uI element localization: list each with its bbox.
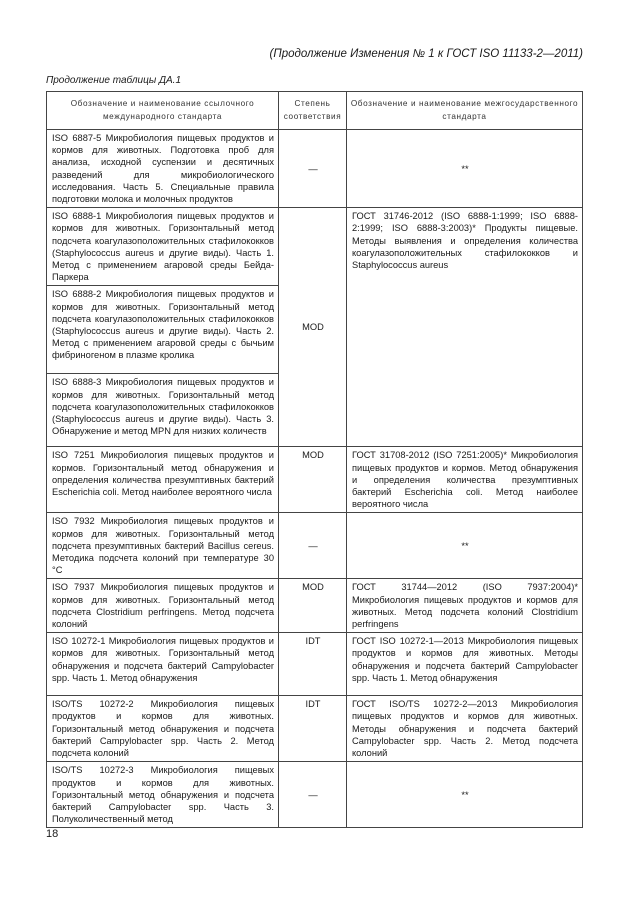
- nat-standard-cell: ГОСТ ISO 10272-1—2013 Микробиология пищевых продуктов и кормов для животных. Методы обнаружения и подсчета бактерий Campylobacter spp. Часть 1. Метод обнаружения: [347, 633, 583, 696]
- nat-standard-cell: **: [347, 762, 583, 828]
- nat-standard-cell: ГОСТ ISO/TS 10272-2—2013 Микробиология пищевых продуктов и кормов для животных. Методы обнаружения и подсчета бактерий Campylobacter spp. Часть 2. Метод подсчета колоний: [347, 696, 583, 762]
- ref-standard-cell: ISO/TS 10272-2 Микробиология пищевых продуктов и кормов для животных. Горизонтальный метод обнаружения и подсчета бактерий Campylobacter spp. Часть 2. Метод подсчета колоний: [47, 696, 279, 762]
- ref-standard-cell: ISO 7251 Микробиология пищевых продуктов и кормов. Горизонтальный метод обнаружения и определения количества презумптивных бактерий Escherichia coli. Метод наиболее вероятного числа: [47, 447, 279, 513]
- degree-cell: IDT: [279, 696, 347, 762]
- ref-standard-cell: ISO 7937 Микробиология пищевых продуктов и кормов для животных. Горизонтальный метод подсчета Clostridium perfringens. Метод подсчета колоний: [47, 579, 279, 633]
- header-international-standard: Обозначение и наименование ссылочного международного стандарта: [47, 92, 279, 130]
- table-row: [47, 633, 583, 696]
- table-caption: Продолжение таблицы ДА.1: [46, 75, 182, 86]
- ref-standard-cell: ISO 7932 Микробиология пищевых продуктов и кормов для животных. Горизонтальный метод подсчета презумптивных бактерий Bacillus cereus. Методика подсчета колоний при температуре 30 °C: [47, 513, 279, 579]
- nat-standard-cell: **: [347, 130, 583, 208]
- degree-cell: MOD: [279, 579, 347, 633]
- degree-cell: —: [279, 513, 347, 579]
- ref-standard-cell: ISO/TS 10272-3 Микробиология пищевых продуктов и кормов для животных. Горизонтальный метод обнаружения и подсчета бактерий Campylobacter spp. Часть 3. Полуколичественный метод: [47, 762, 279, 828]
- table-row: [47, 696, 583, 762]
- degree-cell: MOD: [279, 208, 347, 447]
- ref-standard-cell: ISO 10272-1 Микробиология пищевых продуктов и кормов для животных. Горизонтальный метод обнаружения и подсчета бактерий Campylobacter spp. Часть 1. Метод обнаружения: [47, 633, 279, 696]
- degree-cell: —: [279, 762, 347, 828]
- standards-table: [46, 91, 583, 828]
- nat-standard-cell: ГОСТ 31744—2012 (ISO 7937:2004)* Микробиология пищевых продуктов и кормов для животных. Метод подсчета колоний Clostridium perfringens: [347, 579, 583, 633]
- table-row: [47, 130, 583, 208]
- degree-cell: IDT: [279, 633, 347, 696]
- header-interstate-standard: Обозначение и наименование межгосударственного стандарта: [347, 92, 583, 130]
- table-row: [47, 762, 583, 828]
- page-number: 18: [46, 828, 59, 840]
- table-row: [47, 513, 583, 579]
- running-header: (Продолжение Изменения № 1 к ГОСТ ISO 11133-2—2011): [269, 48, 583, 60]
- ref-standard-cell: ISO 6888-3 Микробиология пищевых продуктов и кормов для животных. Горизонтальный метод подсчета коагулазоположительных стафилококков (Staphylococcus aureus и другие виды). Часть 3. Обнаружение и метод MPN для низких количеств: [47, 374, 279, 447]
- table-row: [47, 208, 583, 286]
- degree-cell: —: [279, 130, 347, 208]
- nat-standard-cell: ГОСТ 31708-2012 (ISO 7251:2005)* Микробиология пищевых продуктов и кормов. Метод обнаружения и определения количества презумптивных бактерий Escherichia coli. Метод наиболее вероятного числа: [347, 447, 583, 513]
- ref-standard-cell: ISO 6887-5 Микробиология пищевых продуктов и кормов для животных. Подготовка проб для анализа, исходной суспензии и десятичных разведений для микробиологического исследования. Часть 5. Специальные правила подготовки молока и молочных продуктов: [47, 130, 279, 208]
- nat-standard-cell: **: [347, 513, 583, 579]
- header-degree: Степень соответствия: [279, 92, 347, 130]
- degree-cell: MOD: [279, 447, 347, 513]
- ref-standard-cell: ISO 6888-2 Микробиология пищевых продуктов и кормов для животных. Горизонтальный метод подсчета коагулазоположительных стафилококков (Staphylococcus aureus и другие виды). Часть 2. Метод с применением агаровой среды с бычьим фибриногеном в плазме кролика: [47, 286, 279, 374]
- table-header-row: [47, 92, 583, 130]
- table-row: [47, 447, 583, 513]
- table-row: [47, 579, 583, 633]
- ref-standard-cell: ISO 6888-1 Микробиология пищевых продуктов и кормов для животных. Горизонтальный метод подсчета коагулазоположительных стафилококков (Staphylococcus aureus и другие виды). Часть 1. Метод с применением агаровой среды Бейда-Паркера: [47, 208, 279, 286]
- nat-standard-cell: ГОСТ 31746-2012 (ISO 6888-1:1999; ISO 6888-2:1999; ISO 6888-3:2003)* Продукты пищевые. Методы выявления и определения количества коагулазоположительных стафилококков и Staphylococcus aureus: [347, 208, 583, 447]
